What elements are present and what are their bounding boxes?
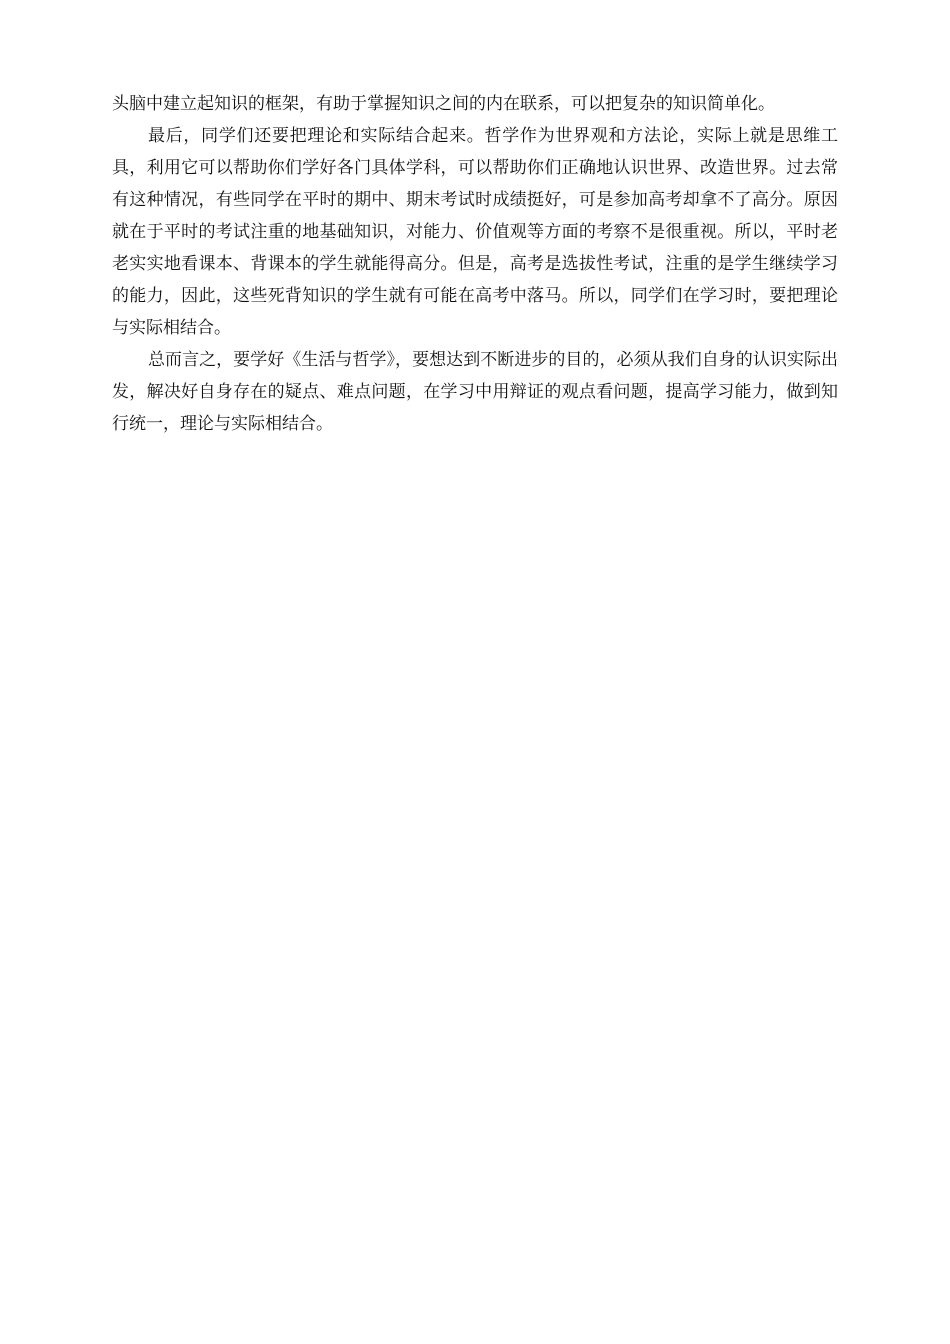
paragraph-continuation: 头脑中建立起知识的框架，有助于掌握知识之间的内在联系，可以把复杂的知识简单化。: [112, 94, 775, 114]
paragraph-conclusion: 总而言之，要学好《生活与哲学》，要想达到不断进步的目的，必须从我们自身的认识实际出发，解决好自身存在的疑点、难点问题，在学习中用辩证的观点看问题，提高学习能力，做到知行统一，理论与实际相结合。: [112, 350, 838, 434]
paragraph-theory-practice: 最后，同学们还要把理论和实际结合起来。哲学作为世界观和方法论，实际上就是思维工具，利用它可以帮助你们学好各门具体学科，可以帮助你们正确地认识世界、改造世界。过去常有这种情况，有些同学在平时的期中、期末考试时成绩挺好，可是参加高考却拿不了高分。原因就在于平时的考试注重的地基础知识，对能力、价值观等方面的考察不是很重视。所以，平时老老实实地看课本、背课本的学生就能得高分。但是，高考是选拔性考试，注重的是学生继续学习的能力，因此，这些死背知识的学生就有可能在高考中落马。所以，同学们在学习时，要把理论与实际相结合。: [112, 126, 838, 338]
body-text: [112, 88, 838, 440]
